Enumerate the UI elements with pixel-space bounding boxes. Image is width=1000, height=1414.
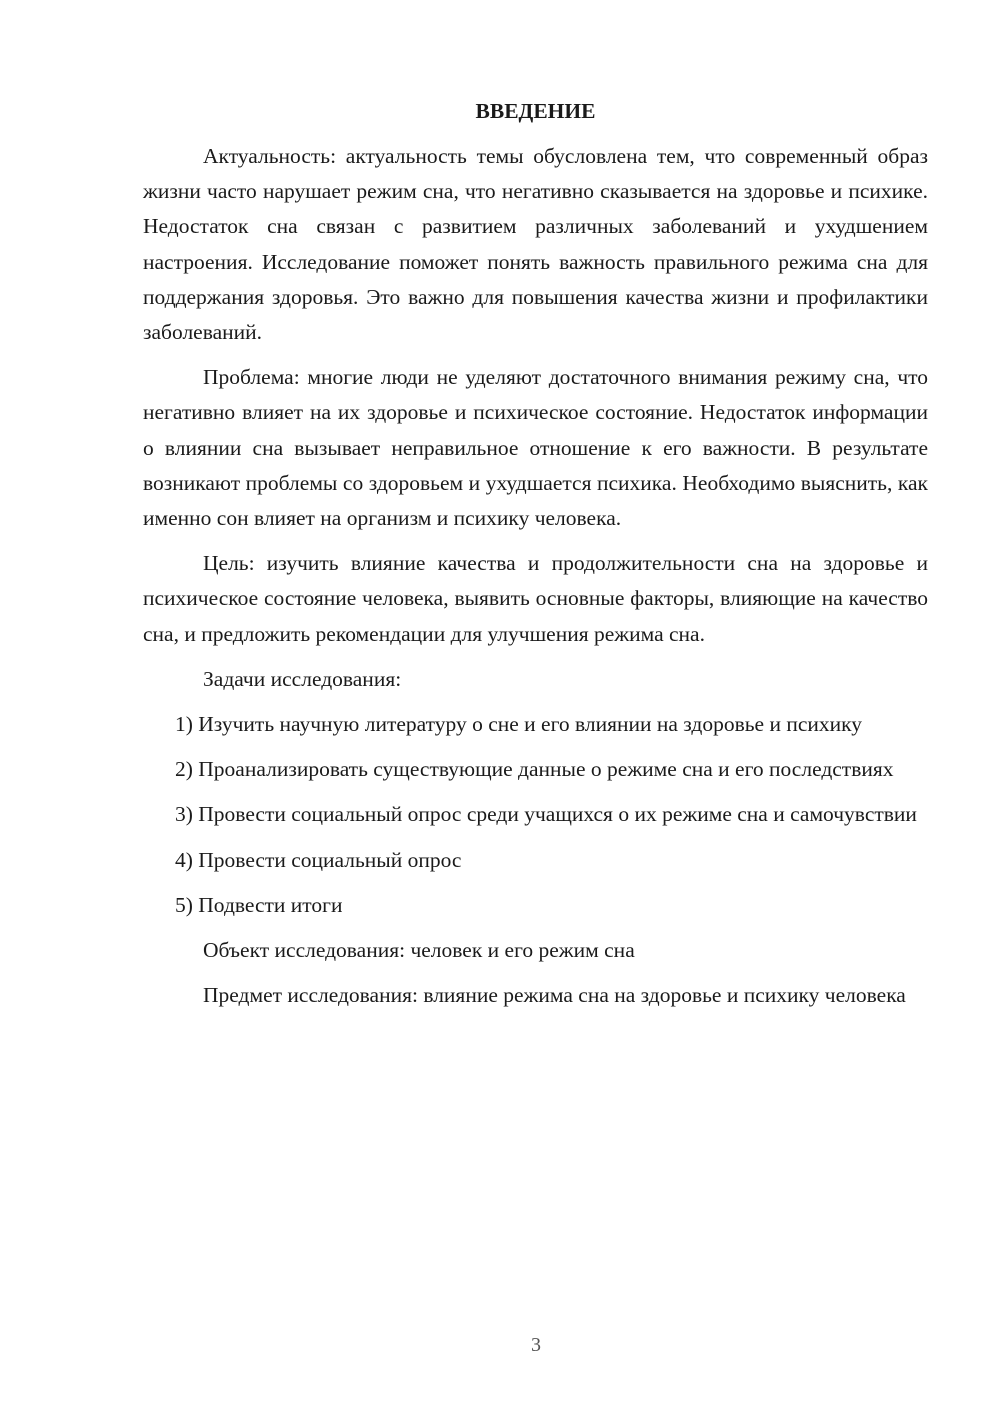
problem-paragraph: Проблема: многие люди не уделяют достаточного внимания режиму сна, что негативно влияет на их здоровье и психическое состояние. Недостаток информации о влиянии сна вызывает неправильное отношение к его важности. В результате возникают проблемы со здоровьем и ухудшается психика. Необходимо выяснить, как именно сон влияет на организм и психику человека.: [143, 365, 928, 531]
subject-paragraph: Предмет исследования: влияние режима сна на здоровье и психику человека: [203, 983, 906, 1008]
page-number: 3: [531, 1334, 541, 1356]
tasks-title: Задачи исследования:: [203, 666, 402, 691]
object-paragraph: Объект исследования: человек и его режим сна: [203, 938, 635, 963]
task-item: 4) Провести социальный опрос: [175, 847, 462, 872]
tasks-list: [143, 707, 928, 923]
goal-paragraph: Цель: изучить влияние качества и продолжительности сна на здоровье и психическое состояние человека, выявить основные факторы, влияющие на качество сна, и предложить рекомендации для улучшения режима сна.: [143, 551, 928, 646]
task-item: 5) Подвести итоги: [175, 892, 343, 917]
page-content: [143, 94, 928, 1013]
relevance-paragraph: Актуальность: актуальность темы обусловлена тем, что современный образ жизни часто нарушает режим сна, что негативно сказывается на здоровье и психике. Недостаток сна связан с развитием различных заболеваний и ухудшением настроения. Исследование поможет понять важность правильного режима сна для поддержания здоровья. Это важно для повышения качества жизни и профилактики заболеваний.: [143, 144, 928, 345]
task-item: 1) Изучить научную литературу о сне и его влиянии на здоровье и психику: [175, 712, 863, 737]
task-item: 2) Проанализировать существующие данные о режиме сна и его последствиях: [175, 757, 894, 782]
section-heading: ВВЕДЕНИЕ: [475, 99, 596, 123]
task-item: 3) Провести социальный опрос среди учащихся о их режиме сна и самочувствии: [175, 802, 917, 827]
